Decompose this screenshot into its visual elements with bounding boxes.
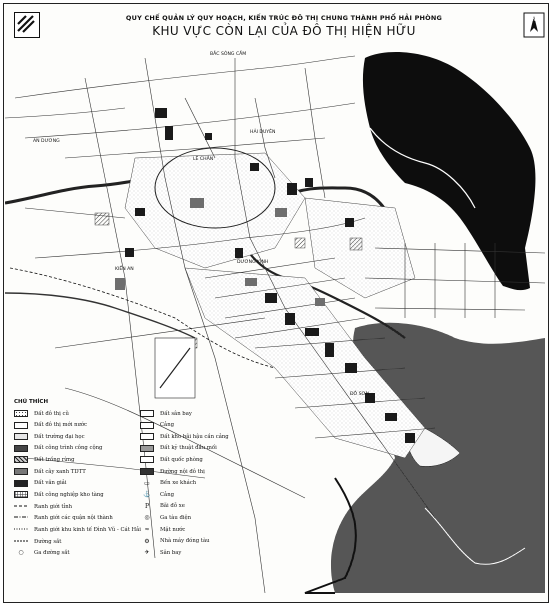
- legend-swatch: [14, 422, 28, 429]
- legend-item: [140, 468, 205, 475]
- legend-right-column: [140, 410, 270, 590]
- legend-line-symbol: [14, 503, 28, 511]
- legend-line-symbol: [14, 514, 28, 522]
- legend-label: Đất trồng rừng: [34, 456, 75, 463]
- legend-swatch: [14, 468, 28, 475]
- label-kien-an: KIẾN AN: [115, 267, 134, 272]
- legend-item: [140, 549, 181, 556]
- legend-symbol-icon: ≈: [144, 526, 150, 533]
- legend-item: [140, 491, 174, 498]
- legend-item: [14, 514, 113, 522]
- legend-item: [14, 538, 61, 546]
- legend-swatch: [140, 422, 154, 429]
- svg-text:N: N: [532, 17, 536, 23]
- legend-label: Đất kho bãi hậu cần cảng: [160, 433, 229, 440]
- label-an-duong: AN DƯƠNG: [33, 139, 60, 144]
- legend-item: [14, 526, 141, 534]
- legend-label: Đường nội đô thị: [160, 468, 205, 475]
- legend-swatch: [140, 433, 154, 440]
- legend-swatch: [14, 456, 28, 463]
- legend-label: Đất văn giải: [34, 480, 67, 487]
- legend-label: Ga tàu điện: [160, 514, 192, 521]
- legend-item: [14, 410, 69, 417]
- north-arrow-icon: [523, 12, 545, 38]
- legend-item: [14, 433, 85, 440]
- legend-item: [140, 410, 192, 417]
- regulation-subtitle: QUY CHẾ QUẢN LÝ QUY HOẠCH, KIẾN TRÚC ĐÔ THỊ CHUNG THÀNH PHỐ HẢI PHÒNG: [125, 14, 443, 22]
- legend-symbol-icon: ○: [18, 549, 24, 557]
- label-hai-duyen: HẢI DUYÊN: [250, 130, 276, 135]
- river-west: [5, 293, 195, 338]
- legend-item: [140, 433, 229, 440]
- legend-label: Đất quốc phòng: [160, 456, 203, 463]
- legend-line-symbol: [14, 538, 28, 546]
- label-le-chan: LÊ CHÂN: [193, 157, 214, 162]
- legend-label: Mặt nước: [160, 526, 186, 533]
- legend-swatch: [14, 433, 28, 440]
- legend-symbol-icon: ✈: [144, 549, 150, 557]
- legend-item: [14, 445, 102, 452]
- legend-swatch: [14, 445, 28, 452]
- legend-label: Đất công trình công cộng: [34, 445, 103, 452]
- map-title: KHU VỰC CÒN LẠI CỦA ĐÔ THỊ HIỆN HỮU: [152, 24, 416, 38]
- legend-item: [14, 480, 67, 487]
- legend-label: Sân bay: [160, 549, 182, 556]
- legend-label: Ranh giới tỉnh: [34, 503, 73, 510]
- legend-item: [140, 456, 203, 463]
- legend-symbol-icon: P: [144, 502, 150, 510]
- label-do-son: ĐỒ SƠN: [350, 392, 370, 397]
- legend-item: [14, 503, 72, 511]
- legend-label: Đất đô thị mới nước: [34, 422, 88, 429]
- legend-label: Đất trường đại học: [34, 433, 85, 440]
- legend-line-symbol: [14, 526, 28, 534]
- legend-label: Nhà máy đóng tàu: [160, 538, 210, 545]
- legend-title: CHÚ THÍCH: [14, 399, 49, 405]
- legend-label: Đất sân bay: [160, 410, 192, 417]
- legend-left-column: [14, 410, 141, 590]
- legend-label: Đất đô thị cũ: [34, 410, 69, 417]
- legend-label: Ranh giới khu kinh tế Đình Vũ - Cát Hải: [34, 527, 141, 533]
- legend-swatch: [140, 468, 154, 475]
- legend-label: Cảng: [160, 491, 175, 498]
- label-bac-song-cam: BẮC SÔNG CẤM: [210, 52, 247, 57]
- legend-item: [140, 445, 217, 452]
- legend-label: Đất cây xanh TDTT: [34, 468, 86, 475]
- logo: [14, 12, 40, 38]
- legend-label: Đường sắt: [34, 538, 62, 545]
- legend-label: Ga đường sắt: [34, 549, 70, 556]
- legend-item: [14, 456, 74, 463]
- legend-item: [140, 503, 185, 510]
- legend-symbol-icon: ◎: [144, 514, 150, 522]
- legend-swatch: [14, 410, 28, 417]
- legend-swatch: [140, 445, 154, 452]
- legend-symbol-icon: ▭: [144, 479, 150, 487]
- legend-item: [14, 468, 86, 475]
- legend-symbol-icon: ⚓: [143, 491, 151, 499]
- legend-item: [14, 491, 104, 498]
- label-duong-kinh: DƯƠNG KINH: [237, 260, 269, 265]
- legend-label: Bãi đỗ xe: [160, 503, 185, 510]
- legend-item: [140, 514, 191, 521]
- legend-item: [140, 526, 185, 533]
- legend-label: Bến xe khách: [160, 480, 197, 487]
- legend-item: [140, 538, 210, 545]
- legend-swatch: [140, 410, 154, 417]
- legend-swatch: [14, 491, 28, 498]
- legend-swatch: [140, 456, 154, 463]
- legend-item: [14, 549, 70, 556]
- legend-label: Đất kỹ thuật đầu mối: [160, 445, 217, 452]
- legend-item: [140, 480, 196, 487]
- legend-swatch: [14, 480, 28, 487]
- logo-icon: [15, 13, 38, 36]
- legend-label: Đất công nghiệp kho tàng: [34, 491, 104, 498]
- legend-label: Ranh giới các quận nội thành: [34, 515, 113, 522]
- legend-item: [14, 422, 87, 429]
- legend-item: [140, 422, 174, 429]
- legend-symbol-icon: ⚙: [144, 537, 150, 545]
- legend-label: Cảng: [160, 422, 175, 429]
